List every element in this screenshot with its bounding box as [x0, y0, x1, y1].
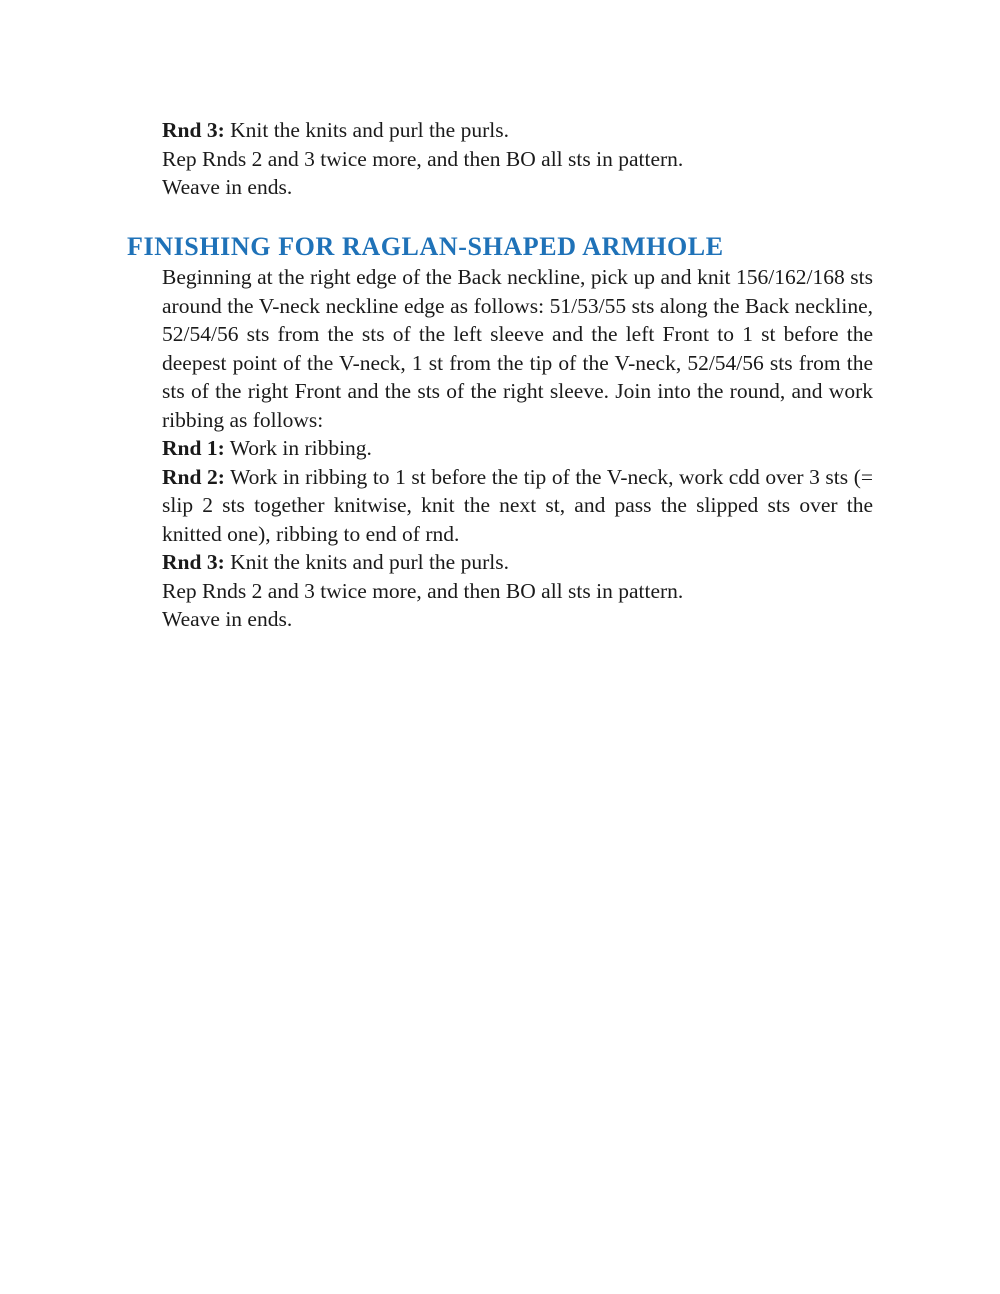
repeat-line: Rep Rnds 2 and 3 twice more, and then BO all sts in pattern. [162, 578, 684, 603]
intro-paragraph: Beginning at the right edge of the Back neckline, pick up and knit 156/162/168 sts around the V-neck neckline edge as follows: 51/53/55 sts along the Back neckline, 52/54/56 sts from the sts of the left sleeve and the left Front to 1 st before the deepest point of the V-neck, 1 st from the tip of the V-neck, 52/54/56 sts from the sts of the right Front and the sts of the right sleeve. Join into the round, and work ribbing as follows: [162, 265, 873, 432]
rnd1-line [162, 434, 873, 463]
top-rnd3-label: Rnd 3: [162, 118, 225, 142]
weave-line: Weave in ends. [162, 607, 293, 631]
finishing-instructions [162, 263, 873, 634]
rnd2-label: Rnd 2: [162, 464, 225, 489]
rnd2-paragraph [162, 463, 873, 549]
rnd3-text: Knit the knits and purl the purls. [230, 550, 509, 574]
rnd2-text: Work in ribbing to 1 st before the tip of the V-neck, work cdd over 3 sts (= slip 2 sts together knitwise, knit the next st, and pass the slipped sts over the knitted one), ribbing to end of rnd. [162, 464, 873, 546]
top-weave-line: Weave in ends. [162, 175, 293, 199]
rnd1-text: Work in ribbing. [229, 436, 372, 460]
rnd3-label: Rnd 3: [162, 550, 225, 574]
top-rnd3-text: Knit the knits and purl the purls. [230, 118, 509, 142]
section-heading: FINISHING FOR RAGLAN-SHAPED ARMHOLE [127, 232, 724, 261]
top-instructions [162, 116, 873, 202]
rnd3-line [162, 548, 873, 577]
top-rnd3-line [162, 116, 873, 145]
rnd1-label: Rnd 1: [162, 436, 225, 460]
top-repeat-line: Rep Rnds 2 and 3 twice more, and then BO all sts in pattern. [162, 146, 684, 171]
